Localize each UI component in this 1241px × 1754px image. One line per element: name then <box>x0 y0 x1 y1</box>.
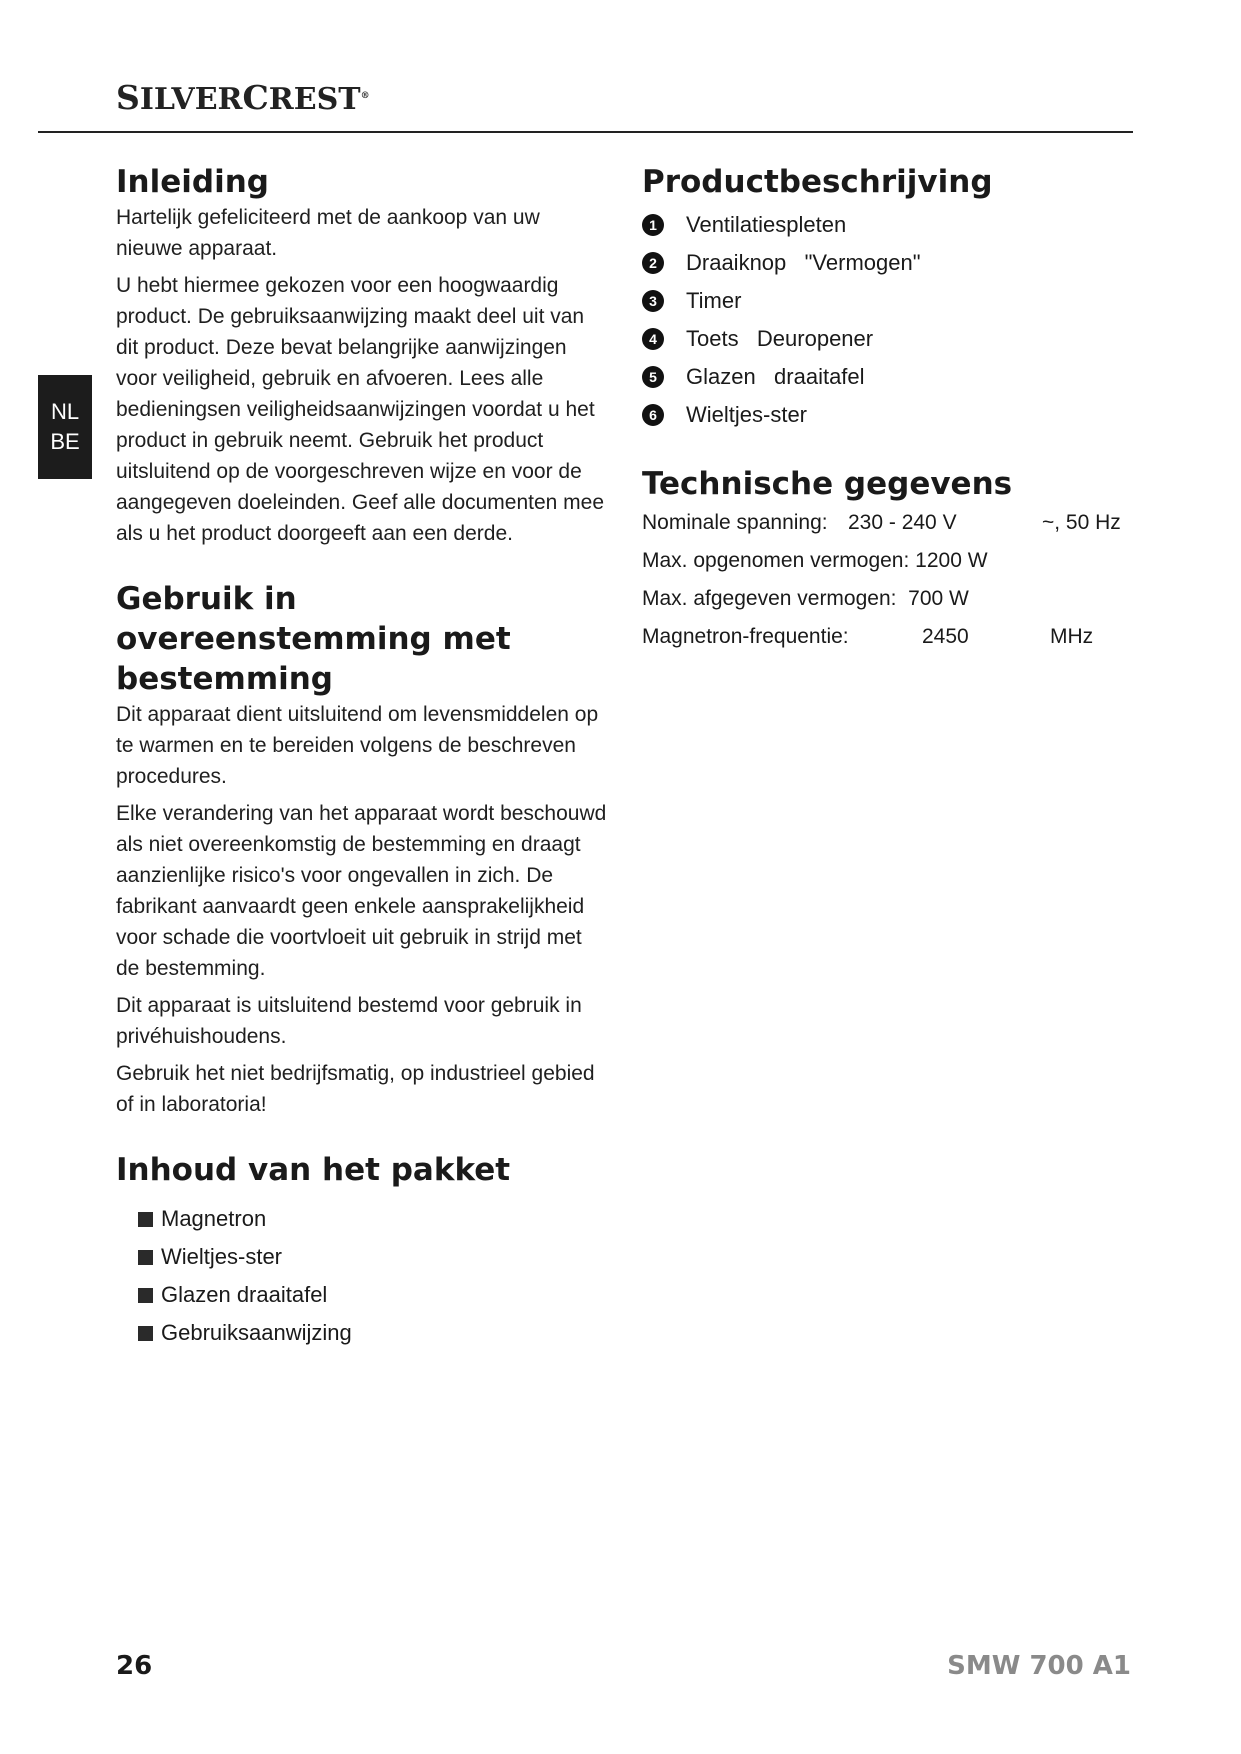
spec-row-output-power: Max. afgegeven vermogen: 700 W <box>642 587 969 610</box>
model-number: SMW 700 A1 <box>947 1651 1131 1681</box>
list-item: 3 Timer <box>642 282 1132 320</box>
square-bullet-icon <box>138 1212 153 1227</box>
intended-use-paragraph-3: Dit apparaat is uitsluitend bestemd voor gebruik in privéhuishoudens. <box>116 994 582 1048</box>
language-tab <box>38 375 92 479</box>
package-contents-list <box>138 1200 608 1352</box>
intro-paragraph-1: Hartelijk gefeliciteerd met de aankoop van uw nieuwe apparaat. <box>116 206 540 260</box>
page-number: 26 <box>116 1651 153 1681</box>
lang-nl: NL <box>50 399 80 424</box>
intended-use-heading: Gebruik in overeenstemming met bestemming <box>116 581 511 697</box>
spec-row-voltage: Nominale spanning: 230 - 240 V ~, 50 Hz <box>642 511 1121 534</box>
list-item: 5 Glazen draaitafel <box>642 358 1132 396</box>
square-bullet-icon <box>138 1288 153 1303</box>
spec-row-input-power: Max. opgenomen vermogen: 1200 W <box>642 549 988 572</box>
list-item: 6 Wieltjes-ster <box>642 396 1132 434</box>
list-item: Gebruiksaanwijzing <box>138 1314 608 1352</box>
list-item: 4 Toets Deuropener <box>642 320 1132 358</box>
technical-data-heading: Technische gegevens <box>642 466 1013 502</box>
number-badge-icon: 4 <box>642 328 664 350</box>
right-column <box>642 162 1132 656</box>
lang-be: BE <box>50 429 80 454</box>
list-item: 2 Draaiknop "Vermogen" <box>642 244 1132 282</box>
square-bullet-icon <box>138 1326 153 1341</box>
number-badge-icon: 6 <box>642 404 664 426</box>
header-divider <box>38 131 1133 133</box>
square-bullet-icon <box>138 1250 153 1265</box>
left-column <box>116 162 608 1352</box>
brand-logo: SILVERCREST® <box>116 78 370 117</box>
intro-paragraph-2: U hebt hiermee gekozen voor een hoogwaardig product. De gebruiksaanwijzing maakt deel uit van dit product. Deze bevat belangrijke aanwijzingen voor veiligheid, gebruik en afvoeren. Lees alle bedieningsen veiligheidsaanwijzingen voordat u het product in gebruik neemt. Gebruik het product uitsluitend op de voorgeschreven wijze en voor de aangegeven doeleinden. Geef alle documenten mee als u het product doorgeeft aan een derde. <box>116 274 605 545</box>
list-item: 1 Ventilatiespleten <box>642 206 1132 244</box>
list-item: Magnetron <box>138 1200 608 1238</box>
intended-use-paragraph-1: Dit apparaat dient uitsluitend om levensmiddelen op te warmen en te bereiden volgens de beschreven procedures. <box>116 703 599 788</box>
number-badge-icon: 2 <box>642 252 664 274</box>
number-badge-icon: 5 <box>642 366 664 388</box>
parts-list <box>642 206 1132 434</box>
list-item: Glazen draaitafel <box>138 1276 608 1314</box>
intended-use-paragraph-4: Gebruik het niet bedrijfsmatig, op industrieel gebied of in laboratoria! <box>116 1062 595 1116</box>
product-description-heading: Productbeschrijving <box>642 164 993 200</box>
spec-row-frequency: Magnetron-frequentie: 2450 MHz <box>642 625 1094 648</box>
intro-heading: Inleiding <box>116 164 269 200</box>
number-badge-icon: 1 <box>642 214 664 236</box>
number-badge-icon: 3 <box>642 290 664 312</box>
intended-use-paragraph-2: Elke verandering van het apparaat wordt beschouwd als niet overeenkomstig de bestemming en draagt aanzienlijke risico's voor ongevallen in zich. De fabrikant aanvaardt geen enkele aansprakelijkheid voor schade die voortvloeit uit gebruik in strijd met de bestemming. <box>116 802 607 980</box>
package-contents-heading: Inhoud van het pakket <box>116 1152 511 1188</box>
list-item: Wieltjes-ster <box>138 1238 608 1276</box>
